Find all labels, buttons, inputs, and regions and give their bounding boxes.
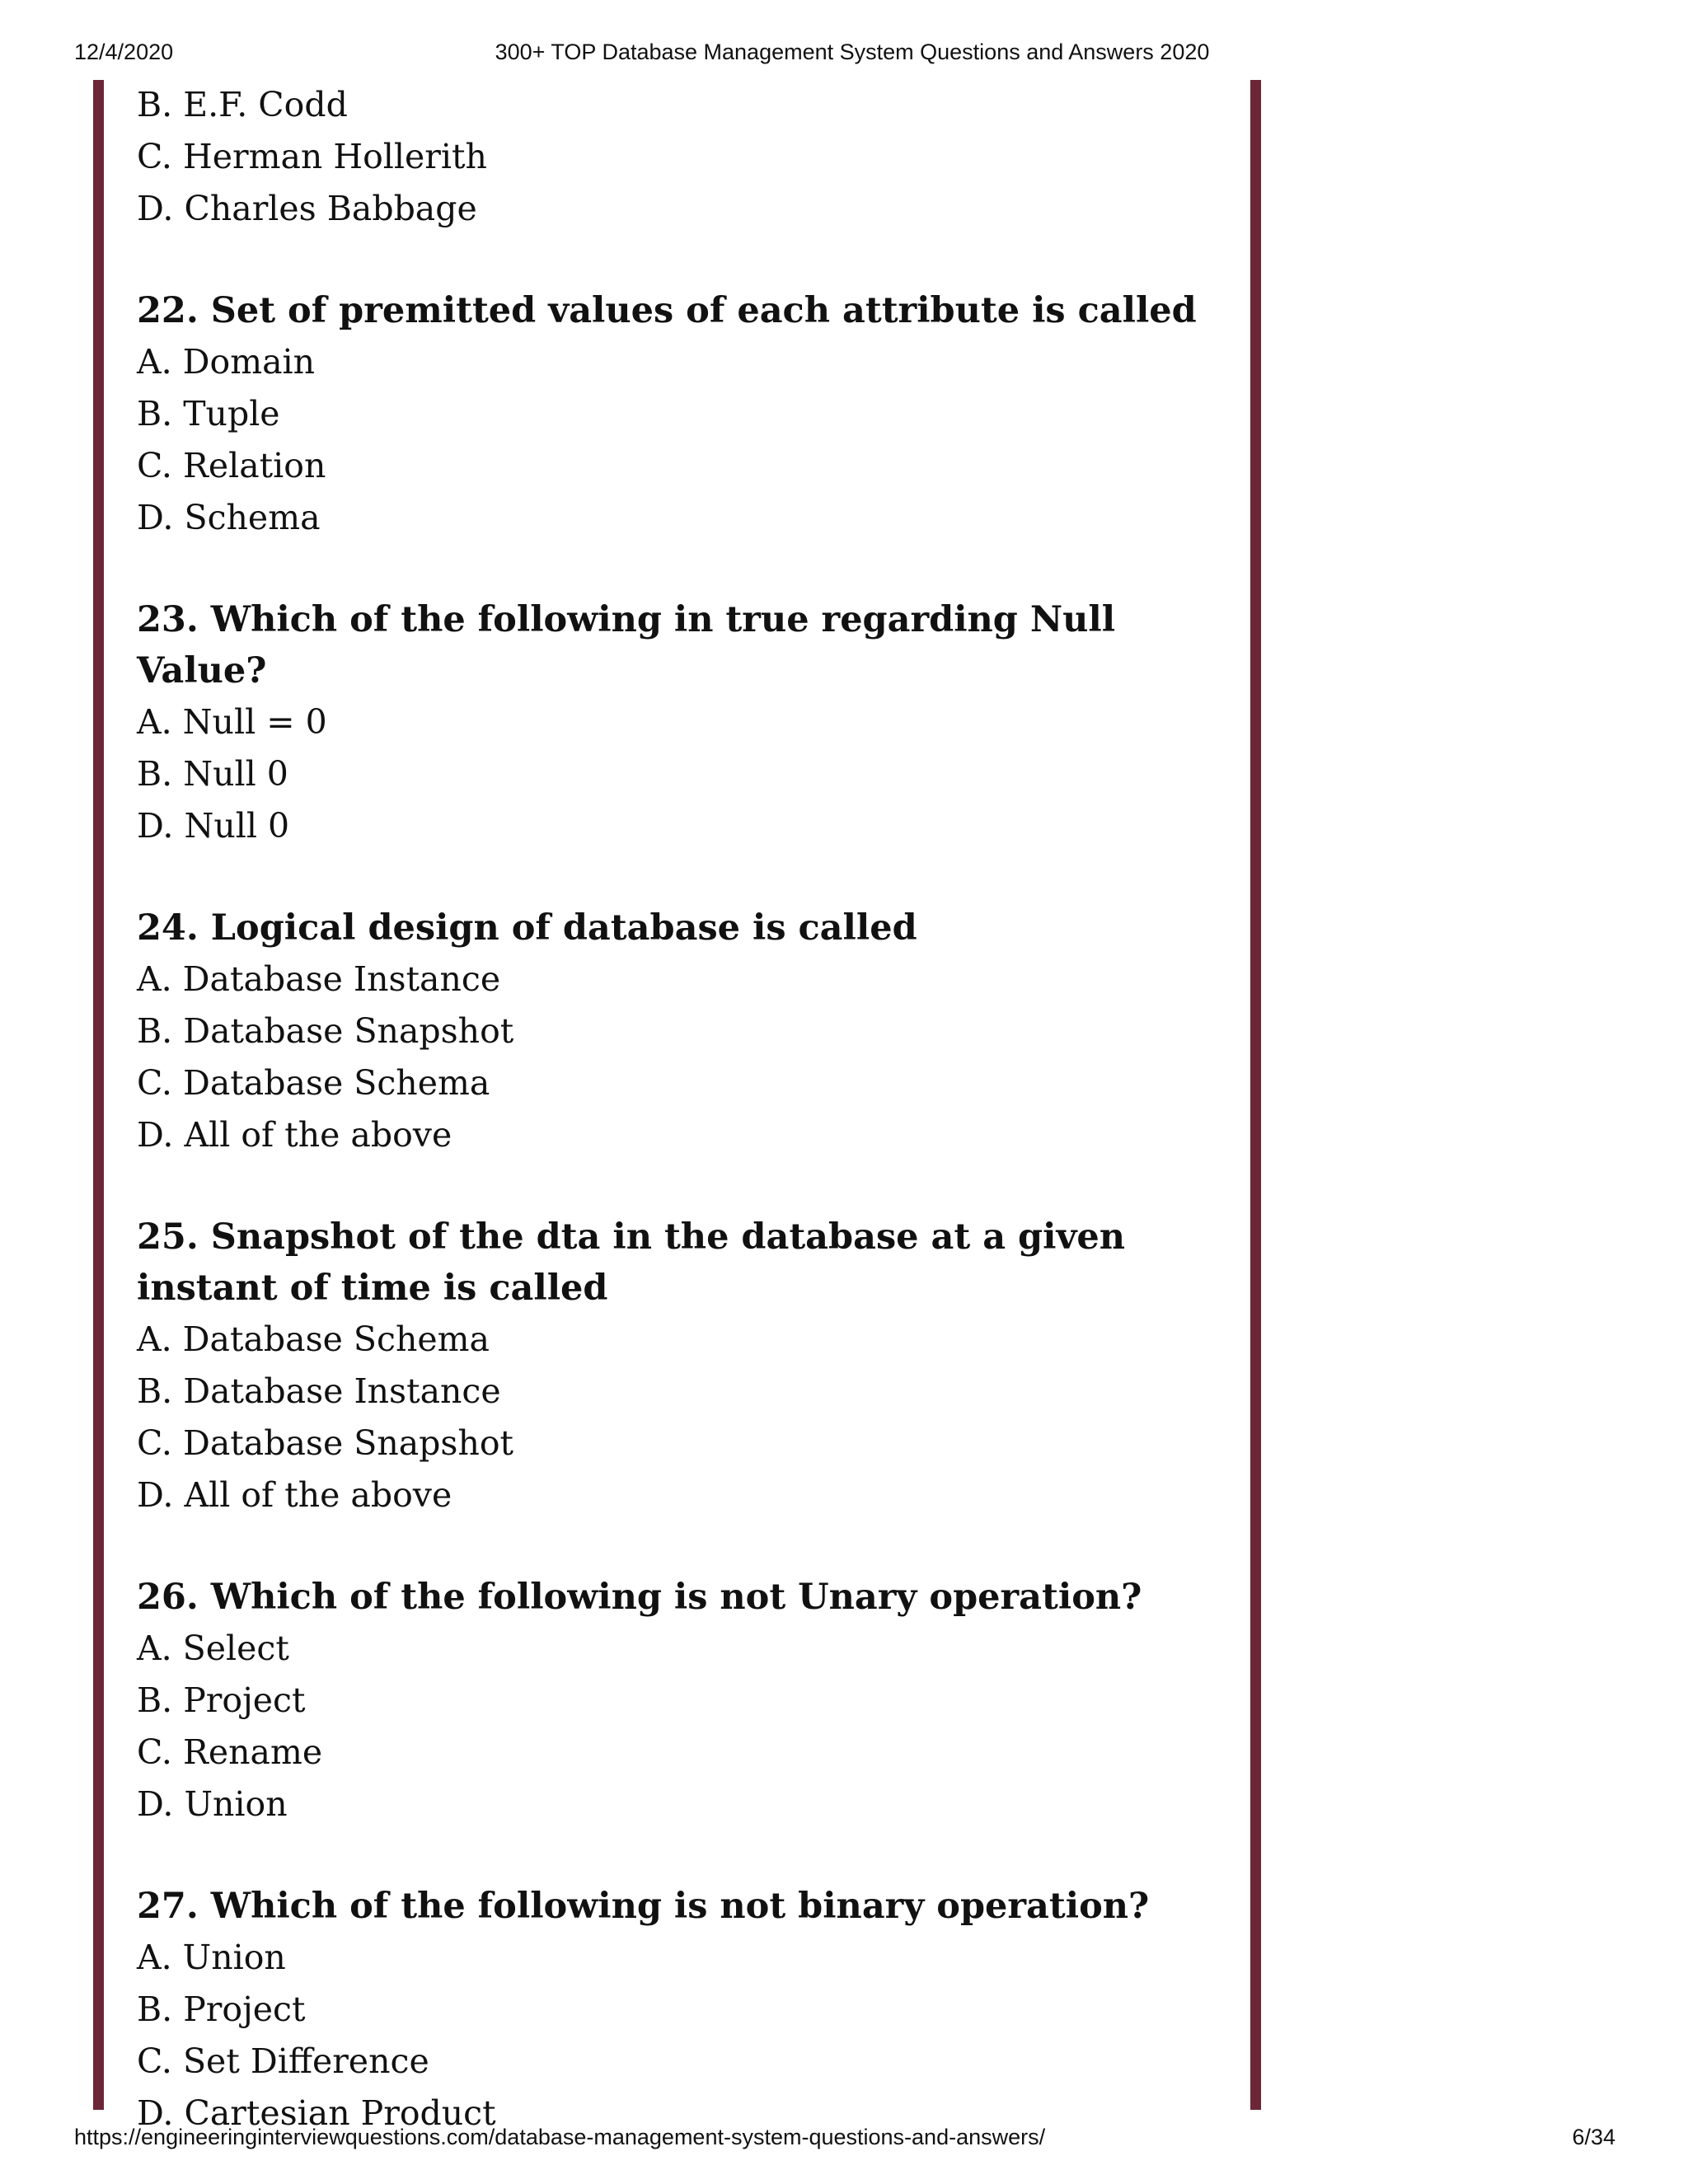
option: D. Union (137, 1784, 288, 1824)
question-title: 24. Logical design of database is called (137, 907, 917, 949)
option: C. Rename (137, 1732, 323, 1772)
option: B. Database Snapshot (137, 1011, 514, 1051)
option: C. Set Difference (137, 2041, 429, 2081)
option: D. Schema (137, 498, 321, 537)
option: A. Database Schema (137, 1319, 490, 1359)
option: D. All of the above (137, 1475, 452, 1515)
question-25 (137, 1212, 1225, 1521)
option: A. Union (137, 1938, 286, 1977)
print-date: 12/4/2020 (74, 40, 174, 64)
option: B. E.F. Codd (137, 85, 348, 124)
option: A. Null = 0 (137, 702, 327, 742)
carryover-options (137, 79, 1225, 235)
option: A. Database Instance (137, 959, 501, 999)
left-border-rule (93, 80, 104, 2110)
option: C. Database Snapshot (137, 1423, 514, 1463)
print-footer (0, 2125, 1688, 2154)
question-title: 22. Set of premitted values of each attribute is called (137, 290, 1197, 331)
option: C. Herman Hollerith (137, 137, 487, 176)
question-title: 23. Which of the following in true regarding Null Value? (137, 599, 1116, 691)
option: D. All of the above (137, 1115, 452, 1155)
question-title: 27. Which of the following is not binary operation? (137, 1886, 1150, 1927)
question-26 (137, 1572, 1225, 1830)
option: B. Project (137, 1990, 306, 2029)
question-27 (137, 1881, 1225, 2139)
print-header (0, 40, 1688, 69)
option: B. Database Instance (137, 1371, 501, 1411)
question-24 (137, 902, 1225, 1161)
option: B. Null 0 (137, 754, 288, 794)
right-border-rule (1250, 80, 1261, 2110)
option: A. Domain (137, 342, 316, 382)
page-url: https://engineeringinterviewquestions.com/database-management-system-questions-and-answers/ (74, 2125, 1046, 2149)
question-title: 25. Snapshot of the dta in the database at a given instant of time is called (137, 1216, 1126, 1309)
question-23 (137, 594, 1225, 852)
option: A. Select (137, 1629, 289, 1668)
option: B. Project (137, 1680, 306, 1720)
print-title: 300+ TOP Database Management System Questions and Answers 2020 (495, 40, 1210, 64)
page-number: 6/34 (1572, 2125, 1615, 2149)
option: D. Cartesian Product (137, 2093, 496, 2133)
option: C. Database Schema (137, 1063, 490, 1103)
option: B. Tuple (137, 394, 280, 434)
option: D. Null 0 (137, 806, 290, 846)
option: C. Relation (137, 446, 326, 485)
question-22 (137, 285, 1225, 544)
question-list (137, 79, 1225, 2139)
option: D. Charles Babbage (137, 189, 477, 228)
question-title: 26. Which of the following is not Unary operation? (137, 1577, 1142, 1618)
